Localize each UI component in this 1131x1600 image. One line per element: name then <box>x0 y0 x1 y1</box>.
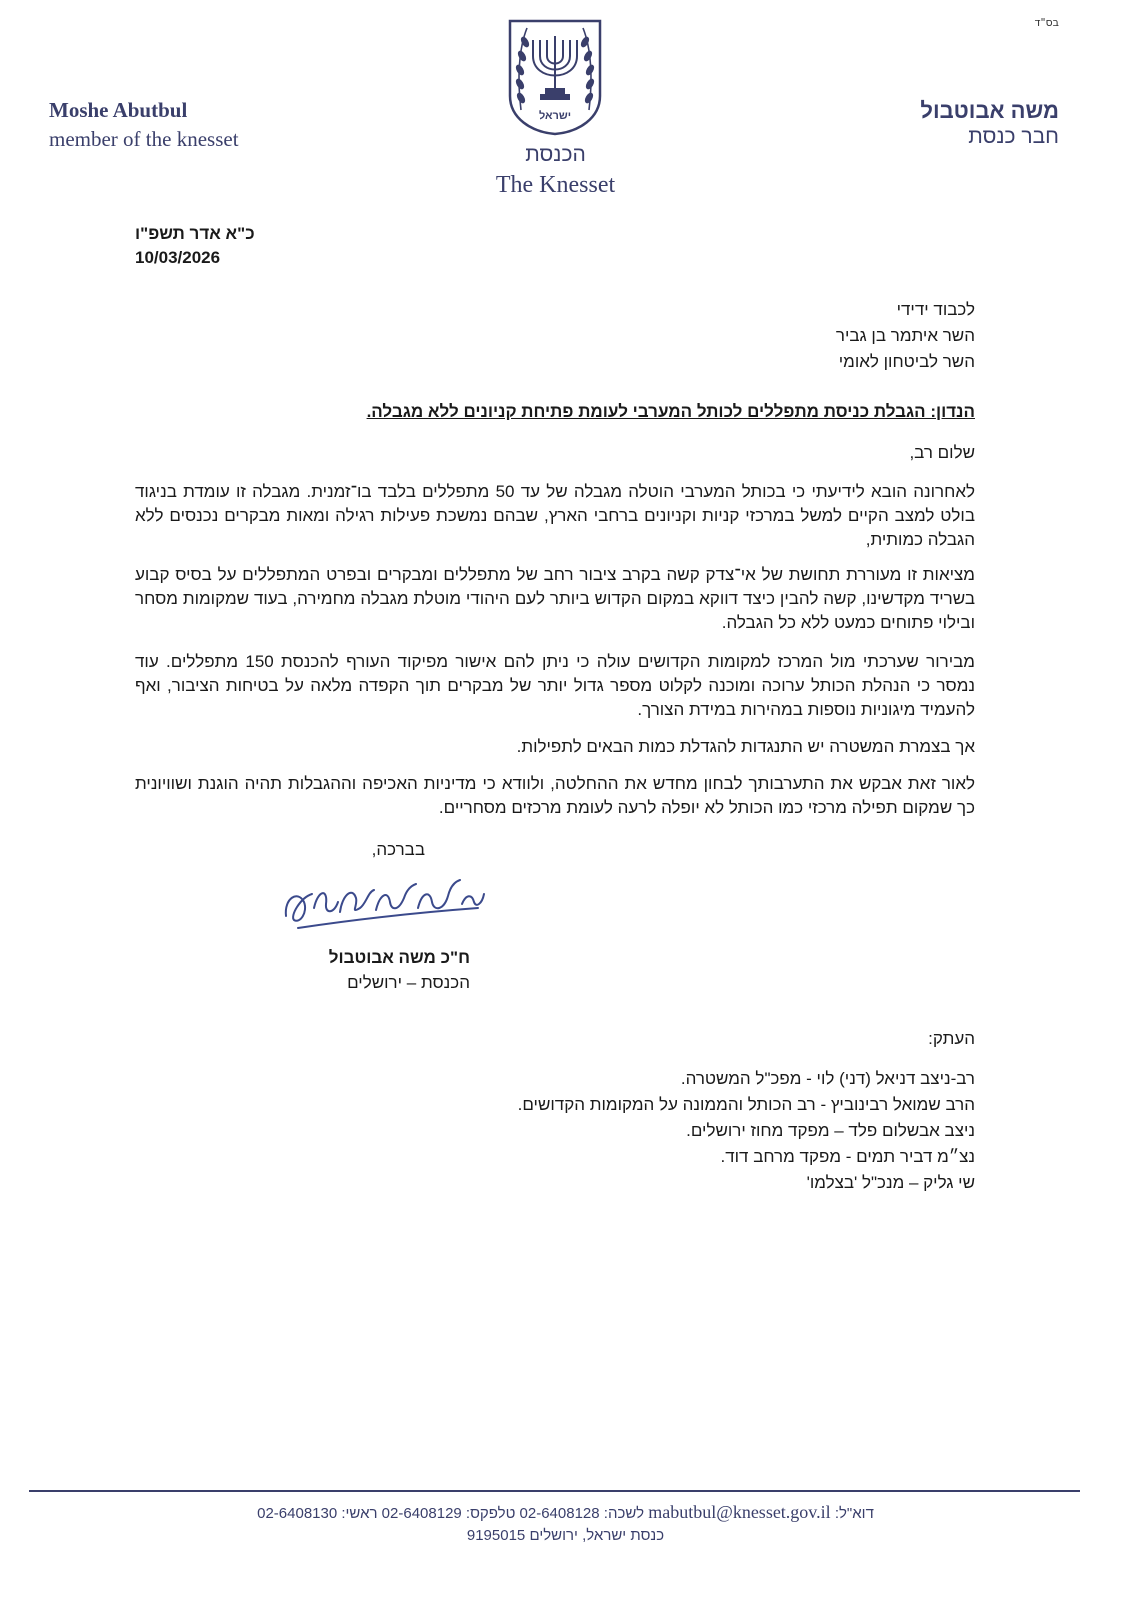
footer-divider <box>29 1490 1080 1492</box>
footer-address: כנסת ישראל, ירושלים 9195015 <box>466 1527 665 1544</box>
body-paragraph: מציאות זו מעוררת תחושת של אי־צדק קשה בקרב ציבור רחב של מתפללים ומבקרים ובפרט המתפללים על בסיס קבוע בשריד מקדשינו, קשה להבין כיצד דווקא במקום הקדוש ביותר לעם היהודי מוטלת מגבלה מחמירה, בעוד שמקומות מסחר ובילוי פתוחים כמעט ללא כל הגבלה. <box>135 565 975 632</box>
body-paragraph: לאחרונה הובא לידיעתי כי בכותל המערבי הוטלה מגבלה של עד 50 מתפללים בלבד בו־זמנית. מגבלה זו עומדת בניגוד בולט למצב הקיים למשל במרכזי קניות וקניונים ברחבי הארץ, שבהם נמשכת פעילות רגילה ומאות מבקרים נכנסים ללא הגבלה כמותית, <box>135 482 976 549</box>
footer-email-label: דוא"ל: <box>834 1505 874 1522</box>
greeting: שלום רב, <box>909 443 975 462</box>
closing-blessing: בברכה, <box>371 840 425 859</box>
hebrew-role: חבר כנסת <box>968 125 1059 148</box>
body-paragraph: לאור זאת אבקש את התערבותך לבחון מחדש את ההחלטה, ולוודא כי מדיניות האכיפה וההגבלות תהיה הוגנת ושוויונית כך שמקום תפילה מרכזי כמו הכותל לא יופלה לרעה לעומת מרכזים מסחריים. <box>135 774 975 817</box>
body-paragraph: מבירור שערכתי מול המרכז למקומות הקדושים עולה כי ניתן להם אישור מפיקוד העורף להכנסת 150 מתפללים. עוד נמסר כי הנהלת הכותל ערוכה ומוכנה לקלוט מספר גדול יותר של מבקרים תוך הקפדה מלאה על בטיחות הציבור, ואף להעמיד מיגוניות נוספות במהירות במידת הצורך. <box>135 652 975 719</box>
footer-phones: לשכה: 02-6408128 טלפקס: 02-6408129 ראשי: 02-6408130 <box>257 1505 645 1522</box>
body-paragraph: אך בצמרת המשטרה יש התנגדות להגדלת כמות הבאים לתפילות. <box>516 737 975 756</box>
cc-item: נצ״מ דביר תמים - מפקד מרחב דוד. <box>720 1147 975 1166</box>
english-name: Moshe Abutbul <box>49 98 188 122</box>
cc-list <box>375 1067 975 1197</box>
addressee-line: השר לביטחון לאומי <box>838 352 975 371</box>
emblem-text: ישראל <box>538 110 572 122</box>
bsd-mark: בס"ד <box>1034 16 1059 29</box>
footer-email[interactable]: mabutbul@knesset.gov.il <box>648 1502 831 1522</box>
hebrew-name: משה אבוטבול <box>920 98 1059 123</box>
hebrew-date: כ"א אדר תשפ"ו <box>135 224 255 243</box>
cc-item: שי גליק – מנכ"ל 'בצלמו' <box>806 1173 975 1192</box>
addressee-block <box>555 298 975 376</box>
english-knesset-title: The Knesset <box>495 172 616 198</box>
knesset-emblem-icon <box>507 18 603 136</box>
signer-place: הכנסת – ירושלים <box>347 973 470 992</box>
hebrew-knesset-title: הכנסת <box>525 143 586 166</box>
handwritten-signature <box>278 868 488 938</box>
english-role: member of the knesset <box>49 127 239 151</box>
signer-name: ח"כ משה אבוטבול <box>328 948 470 967</box>
cc-item: רב-ניצב דניאל (דני) לוי - מפכ"ל המשטרה. <box>680 1069 975 1088</box>
subject-line: הנדון: הגבלת כניסת מתפללים לכותל המערבי לעומת פתיחת קניונים ללא מגבלה. <box>366 402 975 421</box>
cc-title: העתק: <box>928 1029 975 1048</box>
addressee-line: לכבוד ידידי <box>896 300 975 319</box>
gregorian-date: 10/03/2026 <box>135 248 221 267</box>
footer-contact <box>150 1502 981 1523</box>
addressee-line: השר איתמר בן גביר <box>835 326 975 345</box>
cc-item: הרב שמואל רבינוביץ - רב הכותל והממונה על המקומות הקדושים. <box>517 1095 975 1114</box>
cc-item: ניצב אבשלום פלד – מפקד מחוז ירושלים. <box>686 1121 975 1140</box>
